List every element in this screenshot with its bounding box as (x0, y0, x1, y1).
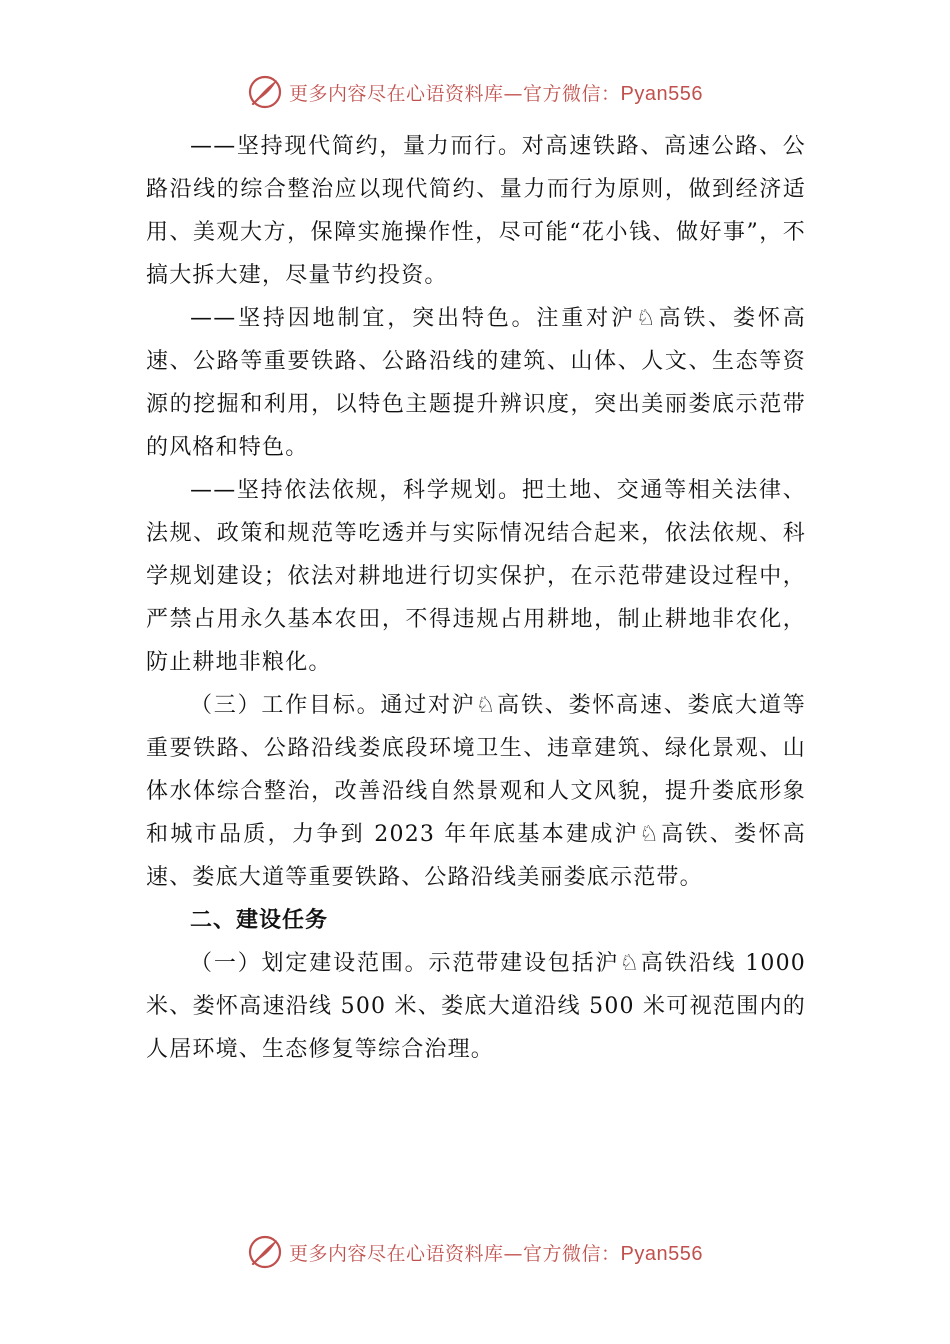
wechat-id: Pyan556 (620, 82, 703, 105)
document-body (146, 125, 806, 1071)
paragraph (146, 469, 806, 684)
paragraph (146, 684, 806, 899)
paragraph-lead: ——坚持因地制宜，突出特色。 (190, 306, 537, 331)
banner-text: 更多内容尽在心语资料库—官方微信：Pyan556 (289, 82, 703, 105)
header-banner (0, 72, 950, 112)
paragraph-lead: （一）划定建设范围。 (190, 951, 429, 976)
paragraph-body: 注重对沪♘高铁、娄怀高速、公路等重要铁路、公路沿线的建筑、山体、人文、生态等资源的挖掘和利用，以特色主题提升辨识度，突出美丽娄底示范带的风格和特色。 (146, 306, 806, 460)
paragraph (146, 942, 806, 1071)
quill-logo-icon (247, 1234, 283, 1270)
banner-text: 更多内容尽在心语资料库—官方微信：Pyan556 (289, 1242, 703, 1265)
quill-logo-icon (247, 74, 283, 110)
paragraph (146, 297, 806, 469)
section-heading: 二、建设任务 (190, 908, 329, 933)
paragraph-lead: ——坚持现代简约，量力而行。 (190, 134, 522, 159)
paragraph-lead: ——坚持依法依规，科学规划。 (190, 478, 522, 503)
wechat-id: Pyan556 (620, 1242, 703, 1265)
paragraph-body: 把土地、交通等相关法律、法规、政策和规范等吃透并与实际情况结合起来，依法依规、科学规划建设；依法对耕地进行切实保护，在示范带建设过程中，严禁占用永久基本农田，不得违规占用耕地，制止耕地非农化，防止耕地非粮化。 (146, 478, 806, 675)
paragraph-body: 通过对沪♘高铁、娄怀高速、娄底大道等重要铁路、公路沿线娄底段环境卫生、违章建筑、绿化景观、山体水体综合整治，改善沿线自然景观和人文风貌，提升娄底形象和城市品质，力争到 2023 年年底基本建成沪♘高铁、娄怀高速、娄底大道等重要铁路、公路沿线美丽娄底示范带。 (146, 693, 806, 890)
footer-banner (0, 1232, 950, 1272)
paragraph-body: 对高速铁路、高速公路、公路沿线的综合整治应以现代简约、量力而行为原则，做到经济适用、美观大方，保障实施操作性，尽可能“花小钱、做好事”，不搞大拆大建，尽量节约投资。 (146, 134, 806, 288)
paragraph (146, 125, 806, 297)
paragraph-lead: （三）工作目标。 (190, 693, 381, 718)
paragraph-body: 示范带建设包括沪♘高铁沿线 1000 米、娄怀高速沿线 500 米、娄底大道沿线 500 米可视范围内的人居环境、生态修复等综合治理。 (146, 951, 806, 1062)
